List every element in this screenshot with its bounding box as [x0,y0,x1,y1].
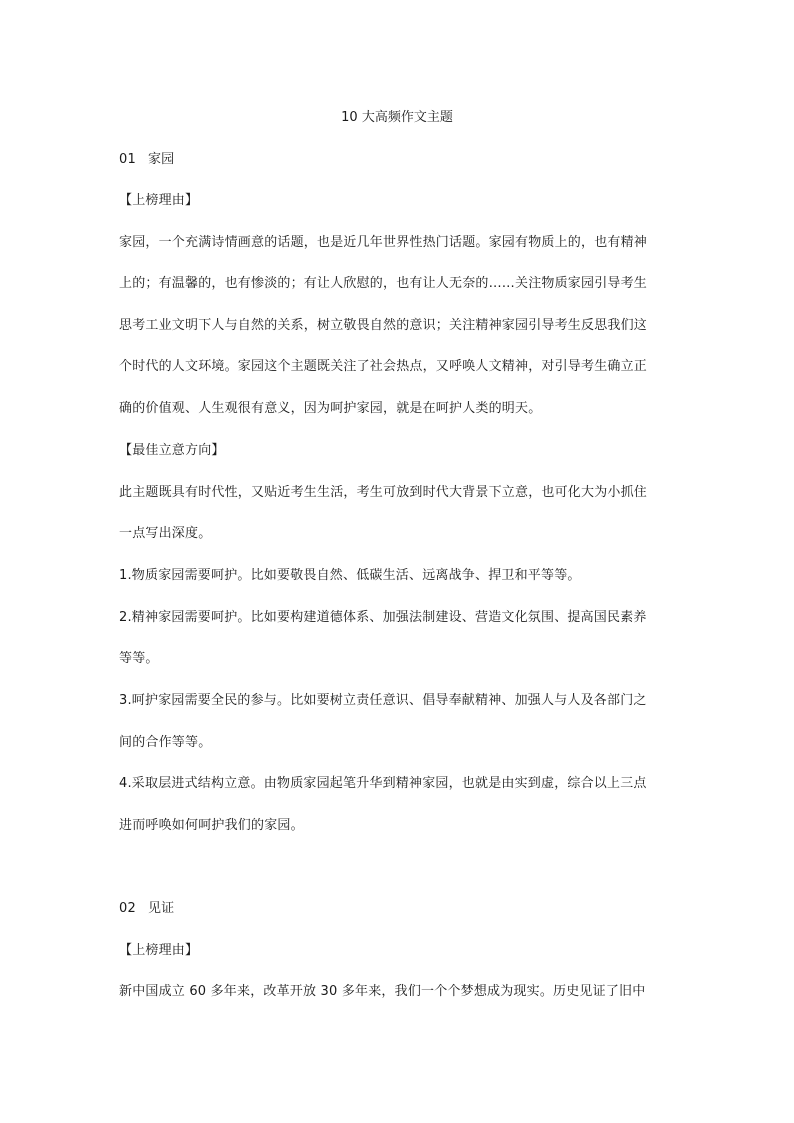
list-item-line: 2.精神家园需要呵护。比如要构建道德体系、加强法制建设、营造文化氛围、提高国民素养 [119,610,647,625]
paragraph-line: 个时代的人文环境。家园这个主题既关注了社会热点，又呼唤人文精神，对引导考生确立正 [119,359,648,374]
paragraph-line: 确的价值观、人生观很有意义，因为呵护家园，就是在呵护人类的明天。 [119,401,542,416]
list-item-line: 等等。 [119,651,159,666]
list-item-line: 间的合作等等。 [119,735,212,750]
section-name: 见证 [147,901,175,916]
list-item-line: 4.采取层进式结构立意。由物质家园起笔升华到精神家园，也就是由实到虚，综合以上三点 [119,776,647,791]
paragraph-line: 此主题既具有时代性，又贴近考生生活，考生可放到时代大背景下立意，也可化大为小抓住 [119,485,648,500]
reason-heading: 【上榜理由】 [119,193,199,208]
paragraph-line: 家园，一个充满诗情画意的话题，也是近几年世界性热门话题。家园有物质上的，也有精神 [119,235,648,250]
direction-heading: 【最佳立意方向】 [119,443,225,458]
section-heading-02 [119,900,679,918]
section-name: 家园 [147,152,175,167]
paragraph-line: 上的；有温馨的，也有惨淡的；有让人欣慰的，也有让人无奈的……关注物质家园引导考生 [119,276,648,291]
section-heading-01 [119,151,679,169]
document-title: 10 大高频作文主题 [341,110,453,125]
section-number: 02 [119,901,136,916]
paragraph-line: 一点写出深度。 [119,526,212,541]
list-item-line: 3.呵护家园需要全民的参与。比如要树立责任意识、倡导奉献精神、加强人与人及各部门之 [119,693,647,708]
paragraph-line: 新中国成立 60 多年来，改革开放 30 多年来，我们一个个梦想成为现实。历史见证了旧中 [119,984,646,999]
reason-heading: 【上榜理由】 [119,943,199,958]
list-item-line: 进而呼唤如何呵护我们的家园。 [119,818,304,833]
list-item-line: 1.物质家园需要呵护。比如要敬畏自然、低碳生活、远离战争、捍卫和平等等。 [119,568,581,583]
paragraph-line: 思考工业文明下人与自然的关系，树立敬畏自然的意识；关注精神家园引导考生反思我们这 [119,318,648,333]
section-number: 01 [119,152,136,167]
